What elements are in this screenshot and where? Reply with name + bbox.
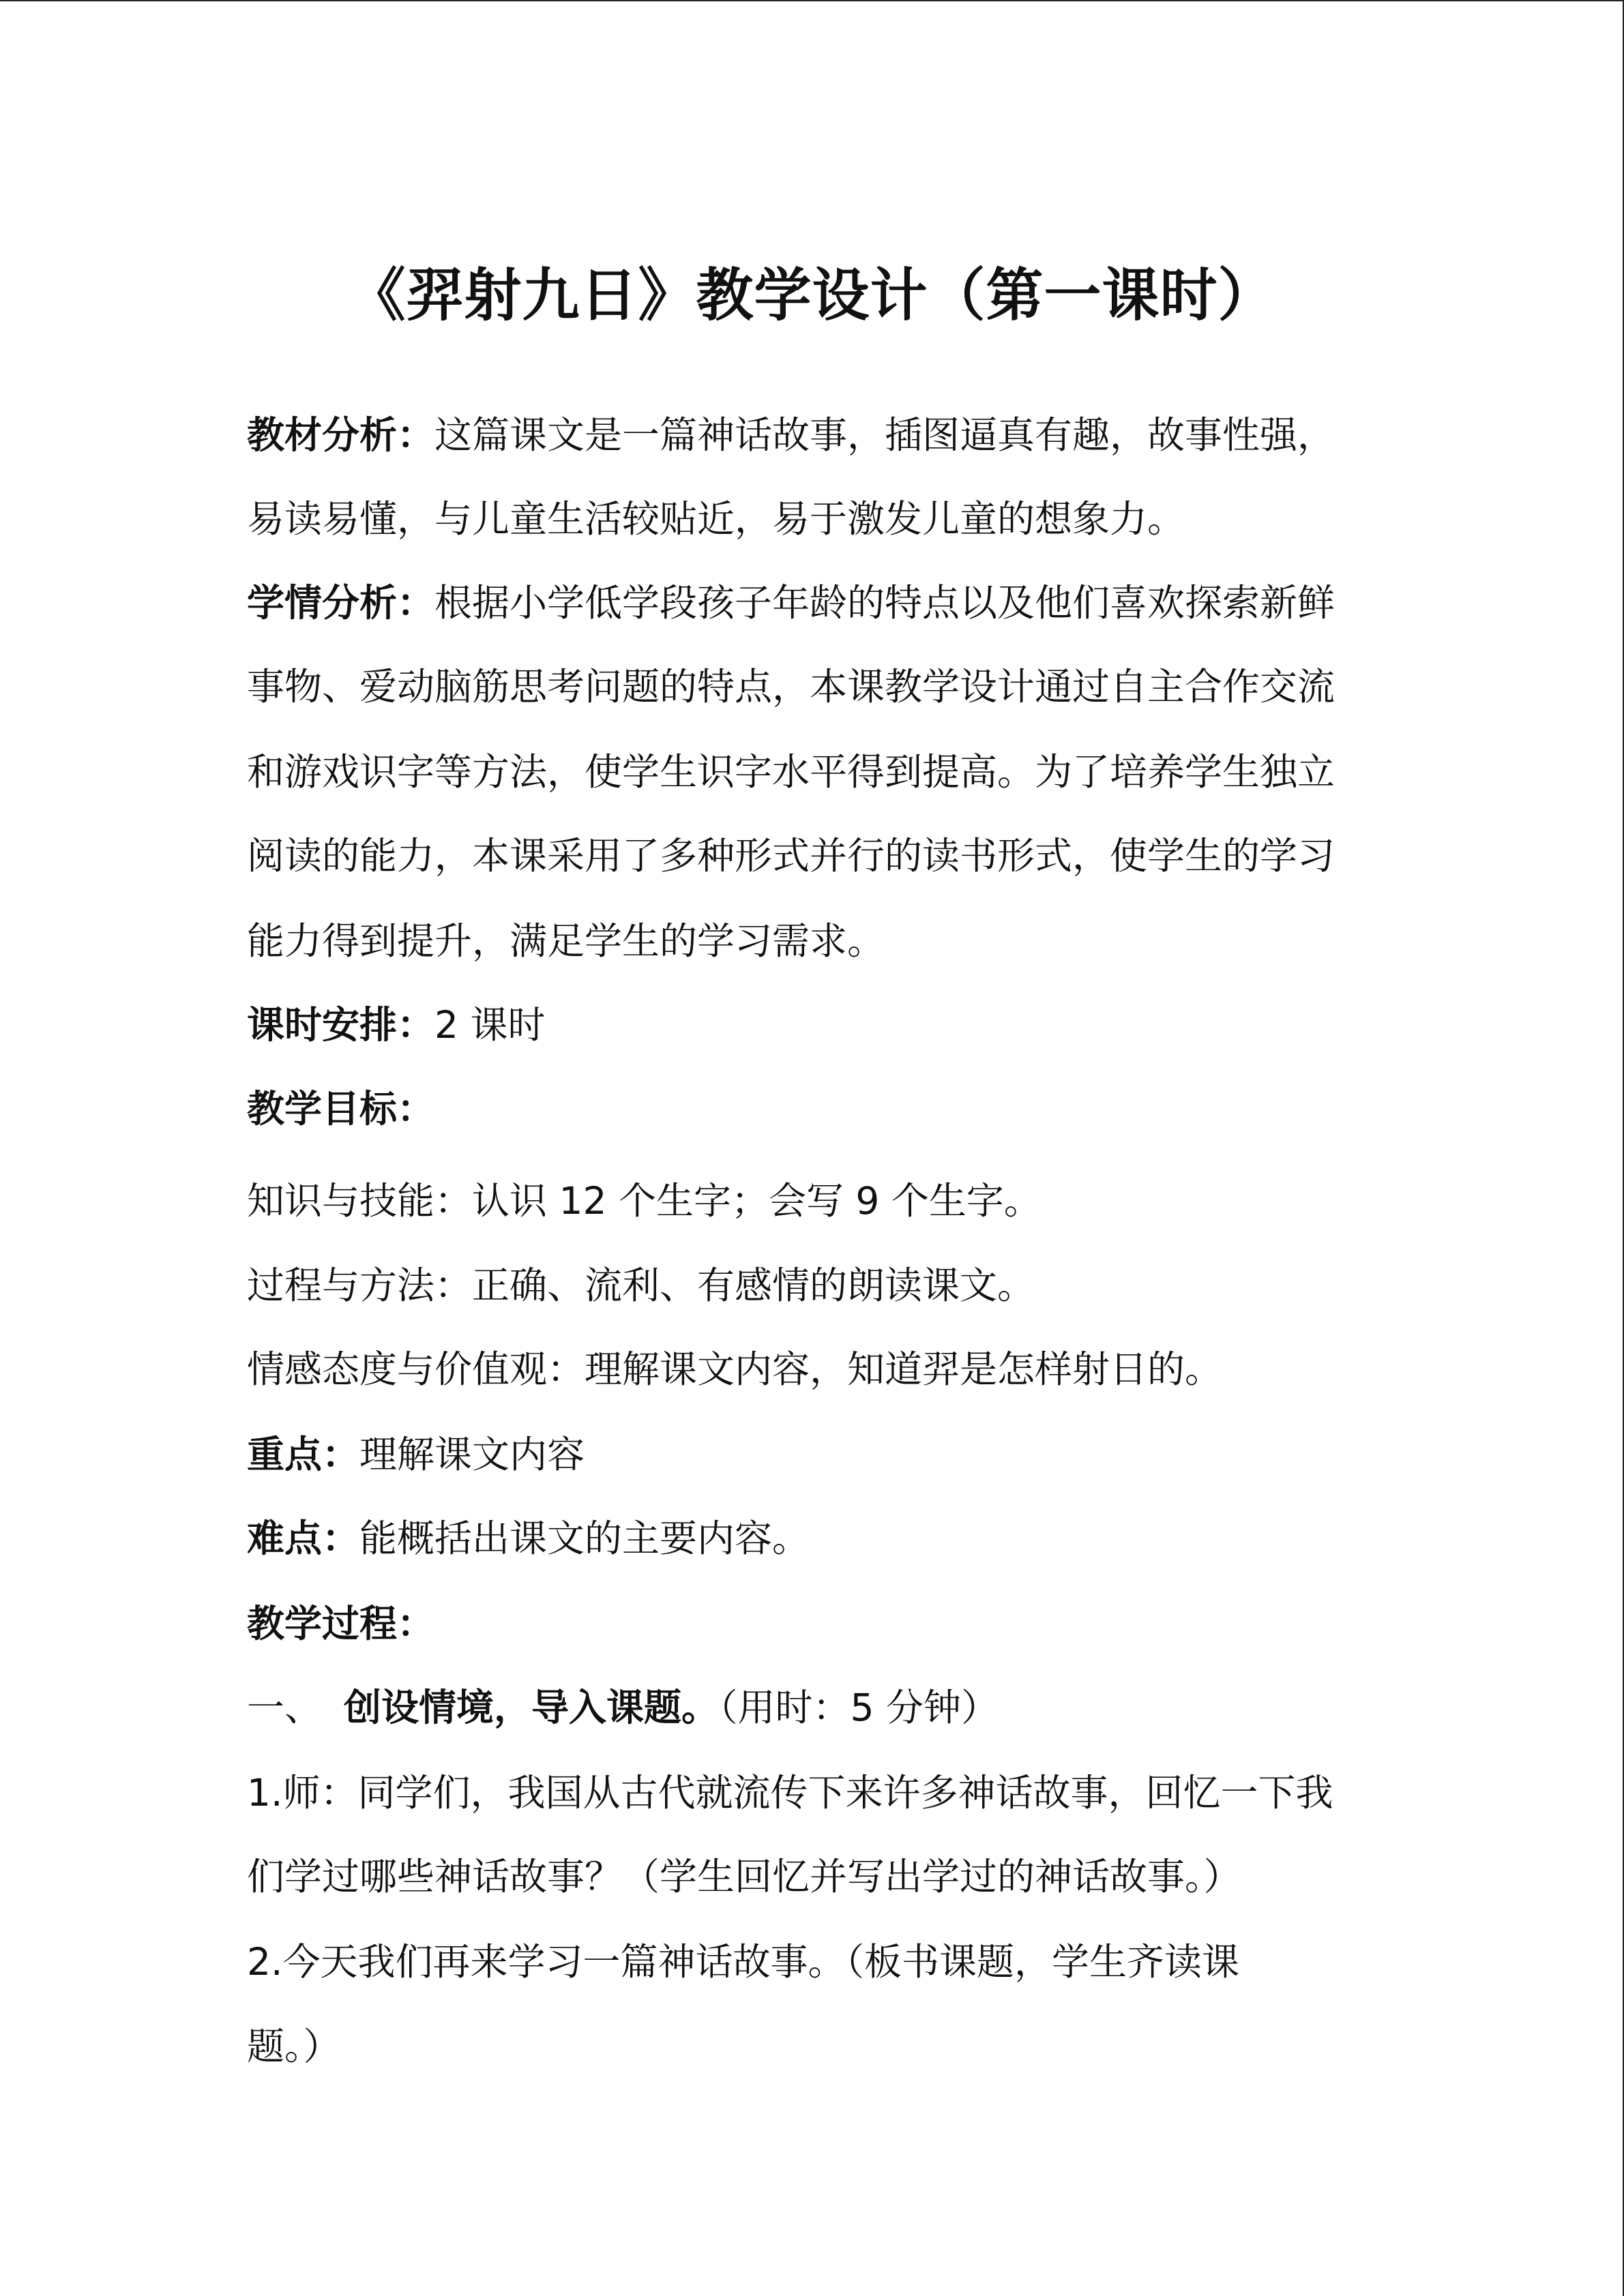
teaching-material-label: 教材分析： (247, 413, 435, 457)
step-1-number: 一、 (247, 1686, 323, 1729)
student-analysis-line-1 (247, 579, 1335, 627)
difficulty-value: 能概括出课文的主要内容。 (359, 1517, 810, 1560)
process-label: 教学过程： (247, 1602, 435, 1645)
goal-process: 过程与方法：正确、流利、有感情的朗读课文。 (247, 1264, 1035, 1307)
key-point-label: 重点： (247, 1433, 360, 1476)
student-analysis-line-2: 事物、爱动脑筋思考问题的特点，本课教学设计通过自主合作交流 (247, 665, 1335, 709)
student-analysis-line-3: 和游戏识字等方法，使学生识字水平得到提高。为了培养学生独立 (247, 750, 1335, 794)
teaching-material-line-2: 易读易懂，与儿童生活较贴近，易于激发儿童的想象力。 (247, 497, 1185, 541)
student-analysis-label: 学情分析： (247, 581, 435, 625)
goals-label: 教学目标： (247, 1087, 435, 1131)
document-title: 《羿射九日》教学设计（第一课时） (348, 262, 1276, 329)
teaching-material-line-1 (247, 411, 1335, 459)
schedule-label: 课时安排： (247, 1003, 435, 1047)
goal-emotion: 情感态度与价值观：理解课文内容，知道羿是怎样射日的。 (247, 1347, 1223, 1391)
process-item-1-line-2: 们学过哪些神话故事？（学生回忆并写出学过的神话故事。） (247, 1855, 1241, 1898)
difficulty-label: 难点： (247, 1517, 360, 1560)
step-1-title: 创设情境，导入课题。 (344, 1686, 720, 1729)
student-analysis-text-1: 根据小学低学段孩子年龄的特点以及他们喜欢探索新鲜 (434, 581, 1335, 625)
key-point-line (247, 1431, 585, 1478)
step-1-time: （用时：5 分钟） (719, 1686, 999, 1729)
student-analysis-line-4: 阅读的能力，本课采用了多种形式并行的读书形式，使学生的学习 (247, 834, 1335, 878)
schedule-value: 2 课时 (434, 1003, 546, 1047)
key-point-value: 理解课文内容 (359, 1433, 585, 1476)
process-item-2-line-1: 2.今天我们再来学习一篇神话故事。（板书课题，学生齐读课 (247, 1940, 1239, 1984)
schedule-line (247, 1001, 546, 1049)
student-analysis-line-5: 能力得到提升，满足学生的学习需求。 (247, 919, 885, 963)
process-item-2-line-2: 题。） (247, 2025, 341, 2068)
goal-knowledge: 知识与技能：认识 12 个生字；会写 9 个生字。 (247, 1179, 1042, 1223)
process-step-1 (247, 1684, 999, 1731)
process-item-1-line-1: 1.师：同学们，我国从古代就流传下来许多神话故事，回忆一下我 (247, 1771, 1333, 1815)
difficulty-line (247, 1515, 810, 1562)
teaching-material-text-1: 这篇课文是一篇神话故事，插图逼真有趣，故事性强， (434, 413, 1335, 457)
